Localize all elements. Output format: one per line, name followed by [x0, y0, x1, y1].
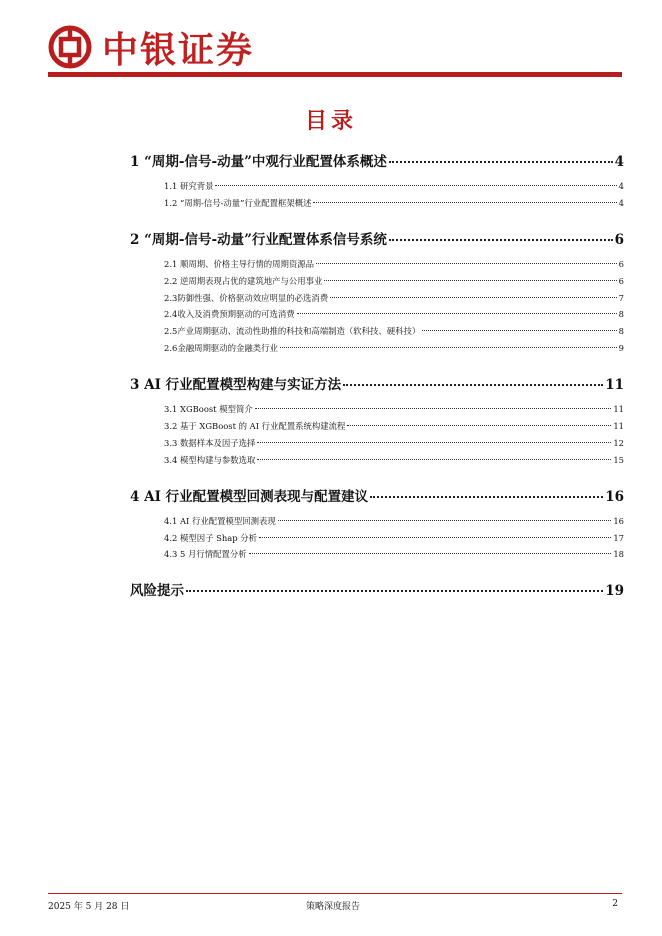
toc-subsection-label: 3.4 模型构建与参数选取 — [164, 454, 256, 465]
bank-of-china-logo-icon — [48, 25, 92, 69]
toc-section — [130, 228, 624, 359]
toc-subsection-page: 6 — [618, 258, 624, 269]
dot-leader — [215, 185, 616, 186]
toc-subsection-page: 17 — [613, 532, 624, 543]
dot-leader — [343, 384, 603, 386]
toc-section-label: 1 “周期-信号-动量”中观行业配置体系概述 — [130, 154, 387, 170]
toc-subsection-page: 15 — [613, 454, 624, 465]
toc-subsection-label: 2.6金融周期驱动的金融类行业 — [164, 343, 278, 354]
toc-subsection-page: 16 — [613, 515, 624, 526]
footer-date: 2025 年 5 月 28 日 — [48, 902, 130, 912]
dot-leader — [324, 280, 616, 281]
toc-subsection-label: 2.5产业周期驱动、流动性助推的科技和高端制造（软科技、硬科技） — [164, 326, 421, 337]
toc-subsection-list — [164, 258, 624, 359]
toc-subsection-entry[interactable] — [164, 403, 624, 420]
toc-subsection-list — [164, 515, 624, 566]
toc-section-label: 2 “周期-信号-动量”行业配置体系信号系统 — [130, 231, 387, 248]
dot-leader — [280, 347, 617, 348]
toc-section-entry[interactable] — [130, 373, 624, 397]
dot-leader — [297, 313, 617, 314]
toc-subsection-page: 11 — [613, 404, 624, 415]
toc-subsection-entry[interactable] — [164, 454, 624, 471]
toc-subsection-entry[interactable] — [164, 532, 624, 549]
toc-subsection-entry[interactable] — [164, 197, 624, 214]
toc-subsection-entry[interactable] — [164, 308, 624, 325]
toc-subsection-label: 3.3 数据样本及因子选择 — [164, 437, 256, 448]
dot-leader — [316, 263, 617, 264]
dot-leader — [186, 590, 603, 592]
table-of-contents — [130, 150, 624, 617]
toc-section — [130, 485, 624, 566]
toc-subsection-label: 4.2 模型因子 Shap 分析 — [164, 532, 258, 543]
toc-subsection-label: 3.2 基于 XGBoost 的 AI 行业配置系统构建流程 — [164, 421, 346, 432]
toc-subsection-label: 3.1 XGBoost 模型简介 — [164, 404, 253, 415]
dot-leader — [257, 442, 611, 443]
toc-section-entry[interactable] — [130, 150, 624, 174]
toc-subsection-page: 8 — [618, 309, 624, 320]
toc-subsection-page: 12 — [613, 437, 624, 448]
toc-subsection-page: 11 — [613, 421, 624, 432]
toc-section-page: 4 — [614, 154, 624, 170]
dot-leader — [249, 553, 612, 554]
dot-leader — [389, 239, 613, 241]
toc-subsection-entry[interactable] — [164, 437, 624, 454]
toc-subsection-page: 7 — [618, 292, 624, 303]
dot-leader — [257, 459, 611, 460]
dot-leader — [330, 297, 617, 298]
toc-subsection-label: 1.2 “周期-信号-动量”行业配置框架概述 — [164, 197, 312, 208]
toc-section-entry[interactable] — [130, 228, 624, 252]
toc-section-page: 11 — [605, 377, 624, 394]
toc-subsection-list — [164, 403, 624, 471]
dot-leader — [370, 496, 603, 498]
dot-leader — [259, 537, 611, 538]
toc-subsection-entry[interactable] — [164, 292, 624, 309]
toc-section-label: 风险提示 — [130, 583, 184, 600]
toc-section-page: 16 — [605, 488, 624, 505]
toc-subsection-entry[interactable] — [164, 180, 624, 197]
header-rule — [48, 72, 622, 77]
toc-subsection-label: 2.4收入及消费预期驱动的可选消费 — [164, 309, 295, 320]
page-header — [48, 22, 254, 72]
toc-section-page: 6 — [614, 231, 624, 248]
toc-section-page: 19 — [605, 583, 624, 600]
dot-leader — [255, 408, 612, 409]
toc-subsection-label: 2.1 顺周期、价格主导行情的周期资源品 — [164, 258, 314, 269]
toc-section-label: 4 AI 行业配置模型回测表现与配置建议 — [130, 488, 369, 505]
toc-subsection-page: 9 — [618, 343, 624, 354]
footer-report-type: 策略深度报告 — [305, 902, 360, 912]
toc-subsection-label: 1.1 研究背景 — [164, 181, 214, 191]
toc-subsection-entry[interactable] — [164, 342, 624, 359]
toc-section-label: 3 AI 行业配置模型构建与实证方法 — [130, 377, 342, 394]
dot-leader — [389, 161, 613, 163]
toc-title: 目录 — [304, 108, 357, 134]
toc-subsection-list — [164, 180, 624, 214]
toc-subsection-label: 2.3防御性强、价格驱动效应明显的必选消费 — [164, 292, 329, 303]
toc-section — [130, 579, 624, 603]
toc-subsection-label: 2.2 逆周期表现占优的建筑地产与公用事业 — [164, 275, 323, 286]
footer-rule — [48, 893, 622, 894]
toc-subsection-page: 4 — [618, 197, 624, 208]
toc-subsection-entry[interactable] — [164, 548, 624, 565]
toc-subsection-label: 4.3 5 月行情配置分析 — [164, 549, 247, 560]
toc-section — [130, 373, 624, 471]
toc-section — [130, 150, 624, 214]
page-footer — [48, 899, 618, 912]
dot-leader — [422, 330, 616, 331]
toc-subsection-entry[interactable] — [164, 420, 624, 437]
toc-subsection-entry[interactable] — [164, 258, 624, 275]
dot-leader — [313, 202, 616, 203]
toc-subsection-page: 18 — [613, 549, 624, 560]
dot-leader — [278, 520, 612, 521]
toc-subsection-page: 6 — [618, 275, 624, 286]
footer-page-number: 2 — [612, 899, 618, 909]
toc-section-entry[interactable] — [130, 485, 624, 509]
toc-subsection-page: 8 — [618, 326, 624, 337]
dot-leader — [347, 425, 611, 426]
toc-subsection-entry[interactable] — [164, 275, 624, 292]
brand-name: 中银证券 — [102, 28, 255, 71]
toc-section-entry[interactable] — [130, 579, 624, 603]
toc-subsection-page: 4 — [618, 181, 624, 191]
toc-subsection-entry[interactable] — [164, 515, 624, 532]
toc-subsection-label: 4.1 AI 行业配置模型回测表现 — [164, 515, 276, 526]
toc-subsection-entry[interactable] — [164, 325, 624, 342]
